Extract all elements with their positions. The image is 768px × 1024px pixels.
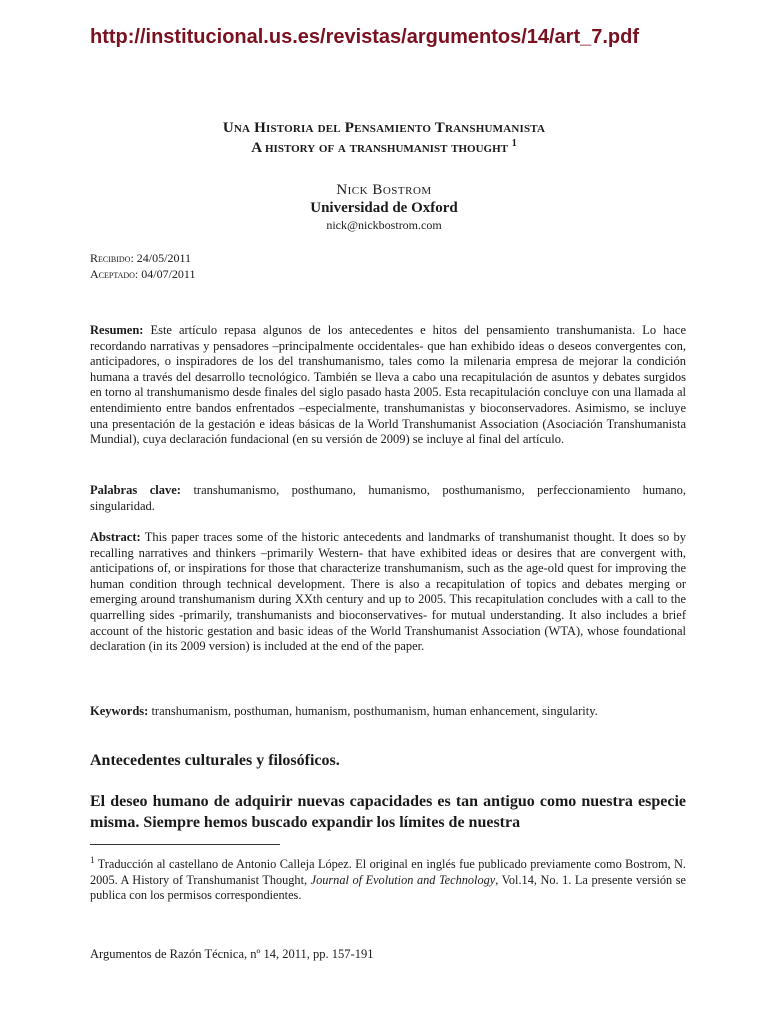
resumen-text: Este artículo repasa algunos de los antecedentes e hitos del pensamiento transhumanista. Lo hace recordando narrativas y pensadores –principalmente occidentales- que han exhibido ideas o deseos convergentes con, anticipadores, o inspiradores de los del transhumanismo, tales como la milenaria empresa de mejorar la condición humana a través del desarrollo tecnológico. También se lleva a cabo una recapitulación de asuntos y debates surgidos en torno al transhumanismo desde finales del siglo pasado hasta 2005. Esta recapitulación concluye con una llamada al entendimiento entre bandos enfrentados –especialmente, transhumanistas y bioconservadores. Asimismo, se incluye una presentación de la gestación e ideas básicas de la World Transhumanist Association (Asociación Transhumanista Mundial), cuya declaración fundacional (en su versión de 2009) se incluye al final del artículo. (90, 323, 686, 447)
accepted-date (90, 266, 195, 282)
palabras-clave-label: Palabras clave: (90, 483, 181, 497)
received-value: 24/05/2011 (133, 251, 192, 265)
received-label: Recibido: (90, 251, 134, 265)
title-english: A history of a transhumanist thought (251, 140, 508, 156)
received-date (90, 250, 195, 266)
footnote-mark: 1 (90, 855, 95, 865)
footnote-divider (90, 844, 280, 845)
footnote-text-after: , Vol.14, No. 1. La presente versión se publica con los permisos correspondientes. (90, 872, 686, 903)
title-footnote-mark: 1 (511, 138, 517, 149)
author-affiliation: Universidad de Oxford (310, 200, 458, 216)
palabras-clave-text: transhumanismo, posthumano, humanismo, posthumanismo, perfeccionamiento humano, singularidad. (90, 483, 686, 513)
section-heading: Antecedentes culturales y filosóficos. (90, 752, 340, 769)
abstract-label: Abstract: (90, 530, 141, 544)
title-spanish: Una Historia del Pensamiento Transhumanista (222, 120, 546, 136)
body-paragraph: El deseo humano de adquirir nuevas capacidades es tan antiguo como nuestra especie misma. Siempre hemos buscado expandir los límites de nuestra (90, 793, 686, 831)
author-email: nick@nickbostrom.com (326, 218, 442, 232)
palabras-clave-paragraph (90, 483, 686, 514)
footnote-journal: Journal of Evolution and Technology (310, 872, 496, 887)
footnote-text-before: Traducción al castellano de Antonio Calleja López. El original en inglés fue publicado previamente como Bostrom, N. 2005. A History of Transhumanist Thought, (90, 857, 686, 887)
accepted-value: 04/07/2011 (138, 267, 196, 281)
page-footer: Argumentos de Razón Técnica, nº 14, 2011, pp. 157-191 (90, 947, 374, 961)
pdf-url-link[interactable]: http://institucional.us.es/revistas/argumentos/14/art_7.pdf (90, 26, 640, 48)
resumen-label: Resumen: (90, 323, 144, 337)
keywords-text: transhumanism, posthuman, humanism, posthumanism, human enhancement, singularity. (148, 704, 598, 718)
resumen-paragraph (90, 323, 686, 448)
keywords-paragraph (90, 704, 686, 720)
abstract-paragraph (90, 530, 686, 655)
author-name: Nick Bostrom (336, 182, 432, 198)
accepted-label: Aceptado: (90, 267, 139, 281)
footnote (90, 853, 686, 904)
dates-block (90, 250, 195, 282)
abstract-text: This paper traces some of the historic antecedents and landmarks of transhumanist thought. It does so by recalling narratives and thinkers –primarily Western- that have exhibited ideas or desires that are convergent with, anticipations of, or inspirations for those that characterize transhumanism, such as the age-old quest for improving the human condition through technical development. There is also a recapitulation of topics and debates merging or emerging around transhumanism during XXth century and up to 2005. This recapitulation concludes with a call to the quarrelling sides -primarily, transhumanists and bioconservatives- for mutual understanding. It also includes a brief account of the historic gestation and basic ideas of the World Transhumanist Association (WTA), whose foundational declaration (in its 2009 version) is included at the end of the paper. (90, 530, 686, 654)
title-block (0, 120, 768, 233)
title-english-line (0, 138, 768, 157)
keywords-label: Keywords: (90, 704, 149, 718)
